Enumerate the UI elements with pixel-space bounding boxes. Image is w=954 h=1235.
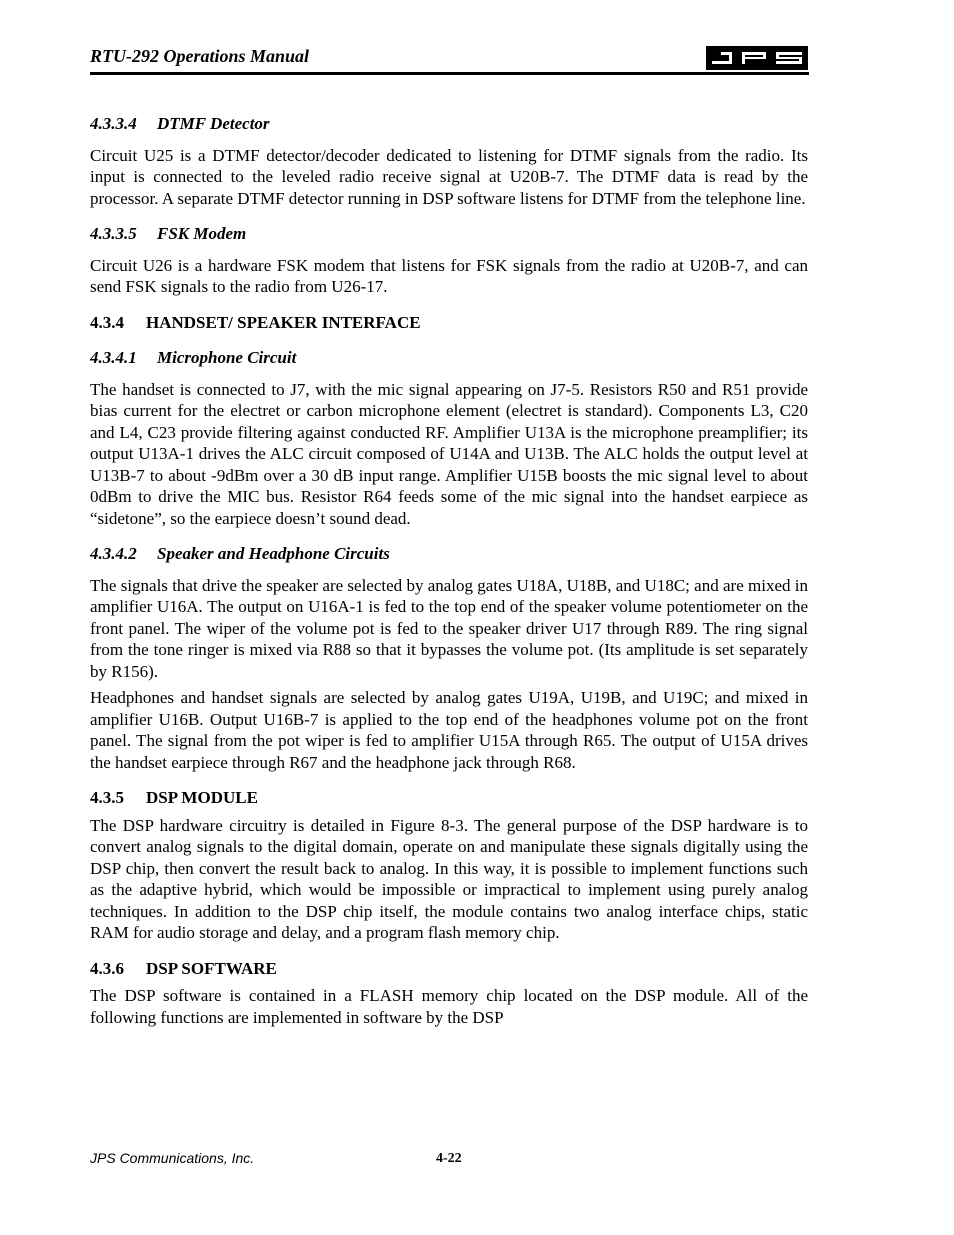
- section-title: Microphone Circuit: [157, 348, 297, 367]
- section-title: Speaker and Headphone Circuits: [157, 544, 390, 563]
- paragraph: Headphones and handset signals are selected by analog gates U19A, U19B, and U19C; and mixed in amplifier U16B. Output U16B-7 is applied to the top end of the headphones volume pot on the front panel. The signal from the pot wiper is fed to amplifier U15A through R65. The output of U15A drives the handset earpiece through R67 and the headphone jack through R68.: [90, 688, 808, 772]
- section-heading: [90, 543, 808, 565]
- section-number: 4.3.6: [90, 958, 124, 978]
- paragraph: The handset is connected to J7, with the mic signal appearing on J7-5. Resistors R50 and R51 provide bias current for the electret or carbon microphone element (electret is standard). Components L3, C20 and L4, C23 provide filtering against conducted RF. Amplifier U13A is the microphone preamplifier; its output U13A-1 drives the ALC circuit composed of U14A and U13B. The ALC holds the output level at U13B-7 to about -9dBm over a 30 dB input range. Amplifier U15B boosts the mic signal level to about 0dBm to drive the MIC bus. Resistor R64 feeds some of the mic signal into the handset earpiece as “sidetone”, so the earpiece doesn’t sound dead.: [90, 379, 808, 528]
- section-title: FSK Modem: [157, 224, 247, 243]
- section-title: DTMF Detector: [157, 114, 270, 133]
- document-body: [90, 113, 808, 1042]
- paragraph: Circuit U26 is a hardware FSK modem that listens for FSK signals from the radio at U20B-7, and can send FSK signals to the radio from U26-17.: [90, 255, 808, 296]
- section-heading: [90, 113, 808, 135]
- section-title: HANDSET/ SPEAKER INTERFACE: [146, 312, 421, 332]
- section-number: 4.3.4.1: [90, 348, 137, 367]
- section-heading: [90, 347, 808, 369]
- section-heading: [90, 312, 808, 334]
- paragraph: The signals that drive the speaker are selected by analog gates U18A, U18B, and U18C; and are mixed in amplifier U16A. The output on U16A-1 is fed to the top end of the speaker volume potentiometer on the front panel. The wiper of the volume pot is fed to the speaker driver U17 through R89. The ring signal from the tone ringer is mixed via R88 so that it bypasses the volume pot. (Its amplitude is set separately by R156).: [90, 575, 808, 681]
- jps-logo: [706, 46, 808, 70]
- section-number: 4.3.4: [90, 312, 124, 332]
- section-number: 4.3.4.2: [90, 544, 137, 563]
- section-heading: [90, 958, 808, 980]
- section-heading: [90, 787, 808, 809]
- section-title: DSP MODULE: [146, 788, 258, 807]
- section-number: 4.3.5: [90, 788, 124, 807]
- footer-company: JPS Communications, Inc.: [90, 1150, 255, 1166]
- section-number: 4.3.3.4: [90, 114, 137, 133]
- header-rule: [90, 72, 809, 75]
- paragraph: The DSP hardware circuitry is detailed in Figure 8-3. The general purpose of the DSP hardware is to convert analog signals to the digital domain, operate on and manipulate these signals digitally using the DSP chip, then convert the result back to analog. In this way, it is possible to implement functions such as the adaptive hybrid, which would be impossible or impractical to implement using purely analog techniques. In addition to the DSP chip itself, the module contains two analog interface chips, static RAM for audio storage and delay, and a program flash memory chip.: [90, 815, 808, 942]
- section-title: DSP SOFTWARE: [146, 958, 277, 978]
- header-title: RTU-292 Operations Manual: [90, 46, 310, 66]
- page-number: 4-22: [436, 1151, 462, 1166]
- section-number: 4.3.3.5: [90, 224, 137, 243]
- paragraph: Circuit U25 is a DTMF detector/decoder dedicated to listening for DTMF signals from the radio. Its input is connected to the leveled radio receive signal at U20B-7. The DTMF data is read by the processor. A separate DTMF detector running in DSP software listens for DTMF from the telephone line.: [90, 145, 808, 208]
- section-heading: [90, 223, 808, 245]
- paragraph: The DSP software is contained in a FLASH memory chip located on the DSP module. All of the following functions are implemented in software by the DSP: [90, 986, 808, 1027]
